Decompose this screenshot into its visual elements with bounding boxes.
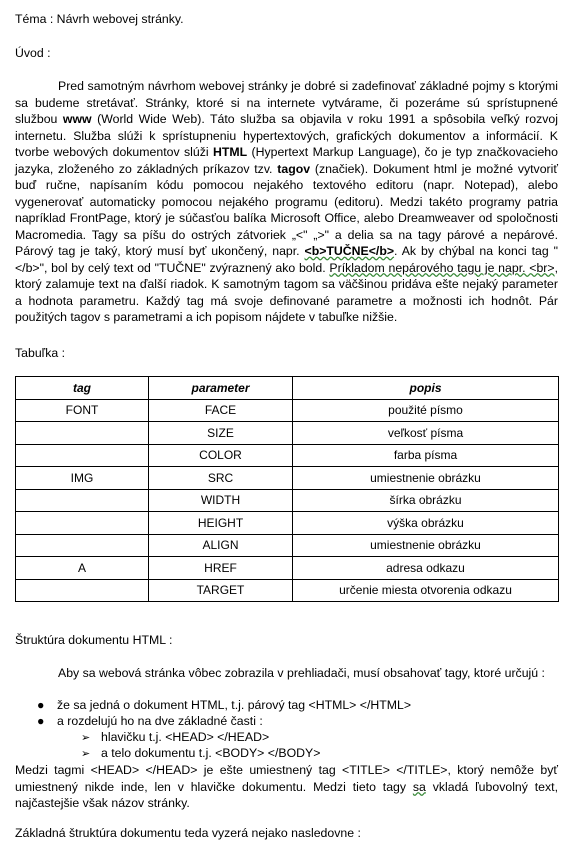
cell-popis: umiestnenie obrázku xyxy=(293,467,559,490)
table-header-row xyxy=(16,377,559,400)
table-row xyxy=(16,557,559,580)
structure-heading: Štruktúra dokumentu HTML : xyxy=(15,633,173,647)
cell-tag xyxy=(16,579,149,602)
structure-text-1: Medzi tagmi <HEAD> </HEAD> je ešte umiestnený tag <TITLE> </TITLE>, ktorý nemôže byť umiestnený nikde inde, len v hlavičke dokumentu. Medzi tieto tagy xyxy=(15,763,558,794)
intro-html: HTML xyxy=(212,145,248,159)
structure-last-line: Základná štruktúra dokumentu teda vyzerá nejako nasledovne : xyxy=(15,826,361,840)
header-popis: popis xyxy=(293,377,559,400)
bullet-item-1 xyxy=(37,697,411,714)
intro-text-4: (značiek). Dokument html je možné vytvoriť buď ručne, napísaním kódu pomocou nejakého textového editoru (napr. Notepad), alebo vygenerovať automaticky pomocou nejakého programu (editoru). Medzi takéto programy patria napríklad FrontPage, ktorý je súčasťou balíka Microsoft Office, alebo Dreamweaver od spoločnosti Macromedia. Tagy sa píšu do ostrých zátvoriek „<" „>" a delia sa na tagy párové a nepárové. Párový tag je taký, ktorý musí byť ukončený, napr. xyxy=(15,161,558,258)
intro-text-6: Príkladom nepárového tagu je napr. <br> xyxy=(329,260,555,275)
cell-popis: výška obrázku xyxy=(293,512,559,535)
cell-tag xyxy=(16,422,149,445)
cell-parameter: HREF xyxy=(149,557,293,580)
intro-text-7: , ktorý zalamuje text na ďalší riadok. K samotným tagom sa väčšinou pridáva ešte nejaký parameter a hodnota parametru. Každý tag má svoje definované parametre a možnosti ich hodnôt. Pár použitých tagov s parametrami a ich popisom nájdete v tabuľke nižšie. xyxy=(15,260,558,324)
cell-popis: adresa odkazu xyxy=(293,557,559,580)
header-tag: tag xyxy=(16,377,149,400)
cell-tag xyxy=(16,534,149,557)
cell-parameter: HEIGHT xyxy=(149,512,293,535)
cell-tag xyxy=(16,489,149,512)
structure-text-2: vkladá ľubovolný text, najčastejšie však názov stránky. xyxy=(15,779,558,810)
intro-paragraph xyxy=(15,78,558,326)
intro-text-2: (World Wide Web). Táto služba sa objavila v roku 1991 a spôsobila veľký rozvoj internetu. Služba slúži k sprístupneniu hypertextových, grafických dokumentov a informácií. K tvorbe webových dokumentov slúži xyxy=(15,112,558,159)
cell-parameter: SRC xyxy=(149,467,293,490)
cell-tag xyxy=(16,444,149,467)
cell-tag xyxy=(16,512,149,535)
table-row xyxy=(16,444,559,467)
sub-item-2 xyxy=(81,745,320,763)
cell-popis: šírka obrázku xyxy=(293,489,559,512)
arrow-right-icon: ➢ xyxy=(81,732,91,744)
intro-code-example: <b>TUČNE</b> xyxy=(304,244,395,258)
cell-tag: FONT xyxy=(16,399,149,422)
document-title: Téma : Návrh webovej stránky. xyxy=(15,12,184,26)
tags-table xyxy=(15,376,559,602)
bullet-text-1: že sa jedná o dokument HTML, t.j. párový tag <HTML> </HTML> xyxy=(57,698,412,712)
header-parameter: parameter xyxy=(149,377,293,400)
sub-text-1: hlavičku t.j. <HEAD> </HEAD> xyxy=(101,730,270,744)
bullet-text-2: a rozdelujú ho na dve základné časti : xyxy=(57,714,263,728)
structure-paragraph xyxy=(15,762,558,812)
table-row xyxy=(16,422,559,445)
intro-heading: Úvod : xyxy=(15,46,51,60)
table-heading: Tabuľka : xyxy=(15,346,66,360)
cell-popis: umiestnenie obrázku xyxy=(293,534,559,557)
bullet-dot-icon: ● xyxy=(37,714,45,728)
structure-intro-text: Aby sa webová stránka vôbec zobrazila v prehliadači, musí obsahovať tagy, ktoré určujú : xyxy=(58,666,545,680)
cell-tag: A xyxy=(16,557,149,580)
arrow-right-icon: ➢ xyxy=(81,748,91,760)
structure-intro xyxy=(15,665,558,682)
cell-popis: veľkosť písma xyxy=(293,422,559,445)
cell-parameter: SIZE xyxy=(149,422,293,445)
cell-popis: farba písma xyxy=(293,444,559,467)
cell-popis: použité písmo xyxy=(293,399,559,422)
table-row xyxy=(16,399,559,422)
intro-text-1: Pred samotným návrhom webovej stránky je dobré si zadefinovať základné pojmy s ktorými sa budeme stretávať. Stránky, ktoré si na internete vytvárame, či pozeráme sú sprístupnené službou xyxy=(15,79,558,126)
cell-parameter: FACE xyxy=(149,399,293,422)
structure-text-sa: sa xyxy=(412,779,426,794)
sub-text-2: a telo dokumentu t.j. <BODY> </BODY> xyxy=(101,746,321,760)
table-row xyxy=(16,489,559,512)
intro-www: www xyxy=(62,112,92,126)
intro-text-3: (Hypertext Markup Language), čo je typ značkovacieho jazyka, zloženého zo základných príkazov tzv. xyxy=(15,145,558,176)
intro-text-5: . Ak by chýbal na konci tag "</b>", bol by celý text od "TUČNE" zvýraznený ako bold. xyxy=(15,244,558,275)
bullet-item-2 xyxy=(37,713,263,730)
cell-parameter: WIDTH xyxy=(149,489,293,512)
intro-tagov: tagov xyxy=(277,161,311,176)
cell-parameter: COLOR xyxy=(149,444,293,467)
cell-parameter: ALIGN xyxy=(149,534,293,557)
cell-popis: určenie miesta otvorenia odkazu xyxy=(293,579,559,602)
cell-tag: IMG xyxy=(16,467,149,490)
bullet-dot-icon: ● xyxy=(37,698,45,712)
table-row xyxy=(16,579,559,602)
table-row xyxy=(16,467,559,490)
table-row xyxy=(16,534,559,557)
table-row xyxy=(16,512,559,535)
cell-parameter: TARGET xyxy=(149,579,293,602)
